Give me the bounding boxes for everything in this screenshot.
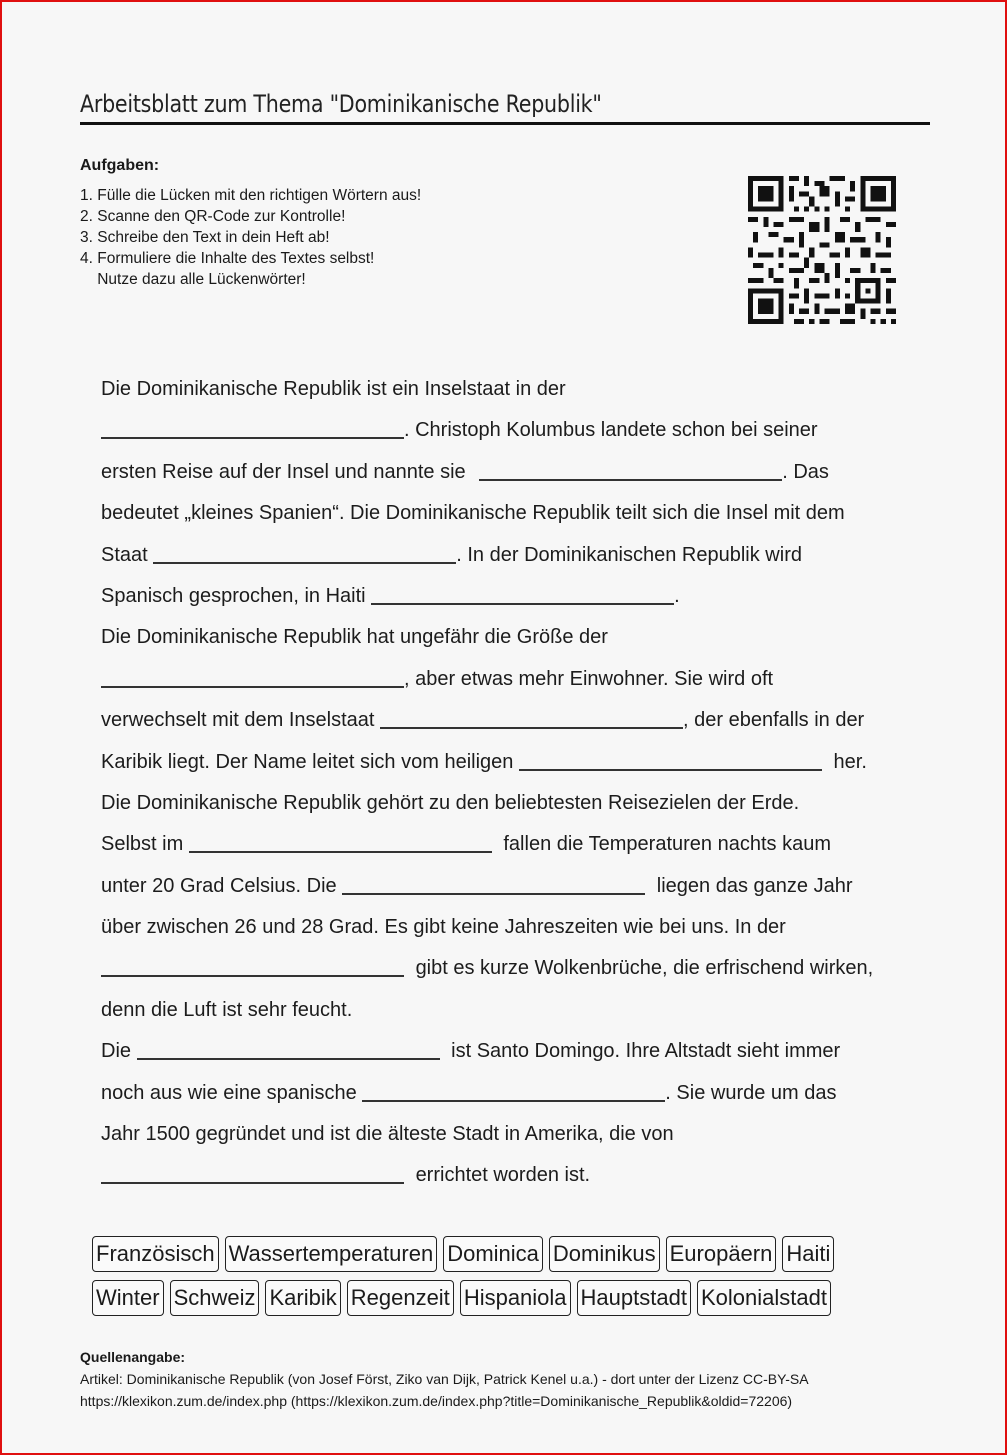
title-divider (80, 122, 930, 125)
task-item: 4. Formuliere die Inhalte des Textes selbst! (80, 250, 375, 267)
blank-field[interactable] (362, 1086, 665, 1102)
text-segment: her. (833, 750, 867, 773)
text-segment: gibt es kurze Wolkenbrüche, die erfrischend wirken, (415, 957, 874, 980)
text-segment: bedeutet „kleines Spanien“. Die Dominikanische Republik teilt sich die Insel mit dem (101, 502, 845, 525)
text-line (101, 1155, 921, 1196)
word-chip[interactable]: Hispaniola (460, 1280, 571, 1316)
text-segment: Jahr 1500 gegründet und ist die älteste Stadt in Amerika, die von (101, 1123, 674, 1146)
text-line (101, 617, 921, 658)
word-chip[interactable]: Kolonialstadt (697, 1280, 831, 1316)
text-segment: ersten Reise auf der Insel und nannte sie (101, 460, 466, 483)
word-chip[interactable]: Schweiz (170, 1280, 260, 1316)
text-segment: über zwischen 26 und 28 Grad. Es gibt keine Jahreszeiten wie bei uns. In der (101, 916, 786, 939)
blank-field[interactable] (189, 837, 492, 853)
word-chip[interactable]: Regenzeit (347, 1280, 454, 1316)
text-line (101, 493, 921, 534)
text-segment: Karibik liegt. Der Name leitet sich vom heiligen (101, 750, 514, 773)
source-heading: Quellenangabe: (80, 1349, 186, 1365)
word-chip[interactable]: Europäern (666, 1236, 777, 1272)
text-segment: Staat (101, 543, 148, 566)
text-line (101, 824, 921, 865)
text-line (101, 1114, 921, 1155)
blank-field[interactable] (342, 879, 645, 895)
text-segment: fallen die Temperaturen nachts kaum (503, 833, 831, 856)
source-link[interactable]: https://klexikon.zum.de/index.php (https://klexikon.zum.de/index.php?title=Dominikanische_Republik&oldid=72206) (80, 1393, 793, 1409)
text-line (101, 659, 921, 700)
text-line (101, 783, 921, 824)
text-line (101, 742, 921, 783)
text-segment: , der ebenfalls in der (683, 709, 865, 732)
text-line (101, 576, 921, 617)
blank-field[interactable] (137, 1044, 440, 1060)
text-segment: . Sie wurde um das (665, 1081, 837, 1104)
text-segment: . Das (782, 460, 829, 483)
text-line (101, 948, 921, 989)
word-bank (92, 1236, 922, 1324)
task-item: 1. Fülle die Lücken mit den richtigen Wörtern aus! (80, 187, 422, 204)
word-chip[interactable]: Haiti (782, 1236, 834, 1272)
text-segment: Die (101, 1040, 132, 1063)
blank-field[interactable] (371, 589, 674, 605)
blank-field[interactable] (101, 672, 404, 688)
text-segment: Die Dominikanische Republik hat ungefähr die Größe der (101, 626, 608, 649)
text-segment: . Christoph Kolumbus landete schon bei seiner (404, 419, 818, 442)
blank-field[interactable] (101, 423, 404, 439)
source-citation (80, 1346, 809, 1412)
text-line (101, 535, 921, 576)
text-segment: denn die Luft ist sehr feucht. (101, 998, 353, 1021)
text-line (101, 700, 921, 741)
text-line (101, 907, 921, 948)
page-title: Arbeitsblatt zum Thema "Dominikanische Republik" (80, 90, 602, 118)
text-segment: noch aus wie eine spanische (101, 1081, 357, 1104)
text-line (101, 1073, 921, 1114)
text-segment: . (674, 584, 680, 607)
word-chip[interactable]: Hauptstadt (577, 1280, 691, 1316)
word-chip[interactable]: Dominica (443, 1236, 543, 1272)
task-item: Nutze dazu alle Lückenwörter! (80, 271, 306, 288)
text-segment: ist Santo Domingo. Ihre Altstadt sieht immer (451, 1040, 841, 1063)
text-segment: Selbst im (101, 833, 184, 856)
text-segment: , aber etwas mehr Einwohner. Sie wird oft (404, 667, 774, 690)
blank-field[interactable] (519, 755, 822, 771)
text-line (101, 866, 921, 907)
word-chip[interactable]: Dominikus (549, 1236, 660, 1272)
word-chip[interactable]: Winter (92, 1280, 164, 1316)
cloze-text (101, 369, 921, 1197)
word-bank-row (92, 1236, 922, 1272)
task-item: 3. Schreibe den Text in dein Heft ab! (80, 229, 330, 246)
text-segment: Spanisch gesprochen, in Haiti (101, 584, 366, 607)
task-item: 2. Scanne den QR-Code zur Kontrolle! (80, 208, 346, 225)
source-line: Artikel: Dominikanische Republik (von Josef Först, Ziko van Dijk, Patrick Kenel u.a.) - dort unter der Lizenz CC-BY-SA (80, 1371, 809, 1387)
qr-code-icon[interactable] (748, 174, 896, 326)
text-line (101, 410, 921, 451)
word-chip[interactable]: Wassertemperaturen (225, 1236, 438, 1272)
word-chip[interactable]: Karibik (265, 1280, 340, 1316)
blank-field[interactable] (479, 465, 782, 481)
text-segment: liegen das ganze Jahr (656, 874, 853, 897)
blank-field[interactable] (153, 548, 456, 564)
tasks-heading: Aufgaben: (80, 157, 160, 174)
text-segment: unter 20 Grad Celsius. Die (101, 874, 337, 897)
blank-field[interactable] (101, 961, 404, 977)
text-line (101, 1031, 921, 1072)
word-bank-row (92, 1280, 922, 1316)
text-segment: . In der Dominikanischen Republik wird (456, 543, 802, 566)
task-list (80, 185, 421, 290)
blank-field[interactable] (101, 1168, 404, 1184)
text-segment: errichtet worden ist. (415, 1164, 591, 1187)
text-segment: Die Dominikanische Republik gehört zu den beliebtesten Reisezielen der Erde. (101, 791, 800, 814)
text-line (101, 369, 921, 410)
text-segment: verwechselt mit dem Inselstaat (101, 709, 375, 732)
text-line (101, 452, 921, 493)
blank-field[interactable] (380, 713, 683, 729)
text-segment: Die Dominikanische Republik ist ein Inselstaat in der (101, 378, 566, 400)
word-chip[interactable]: Französisch (92, 1236, 219, 1272)
text-line (101, 990, 921, 1031)
